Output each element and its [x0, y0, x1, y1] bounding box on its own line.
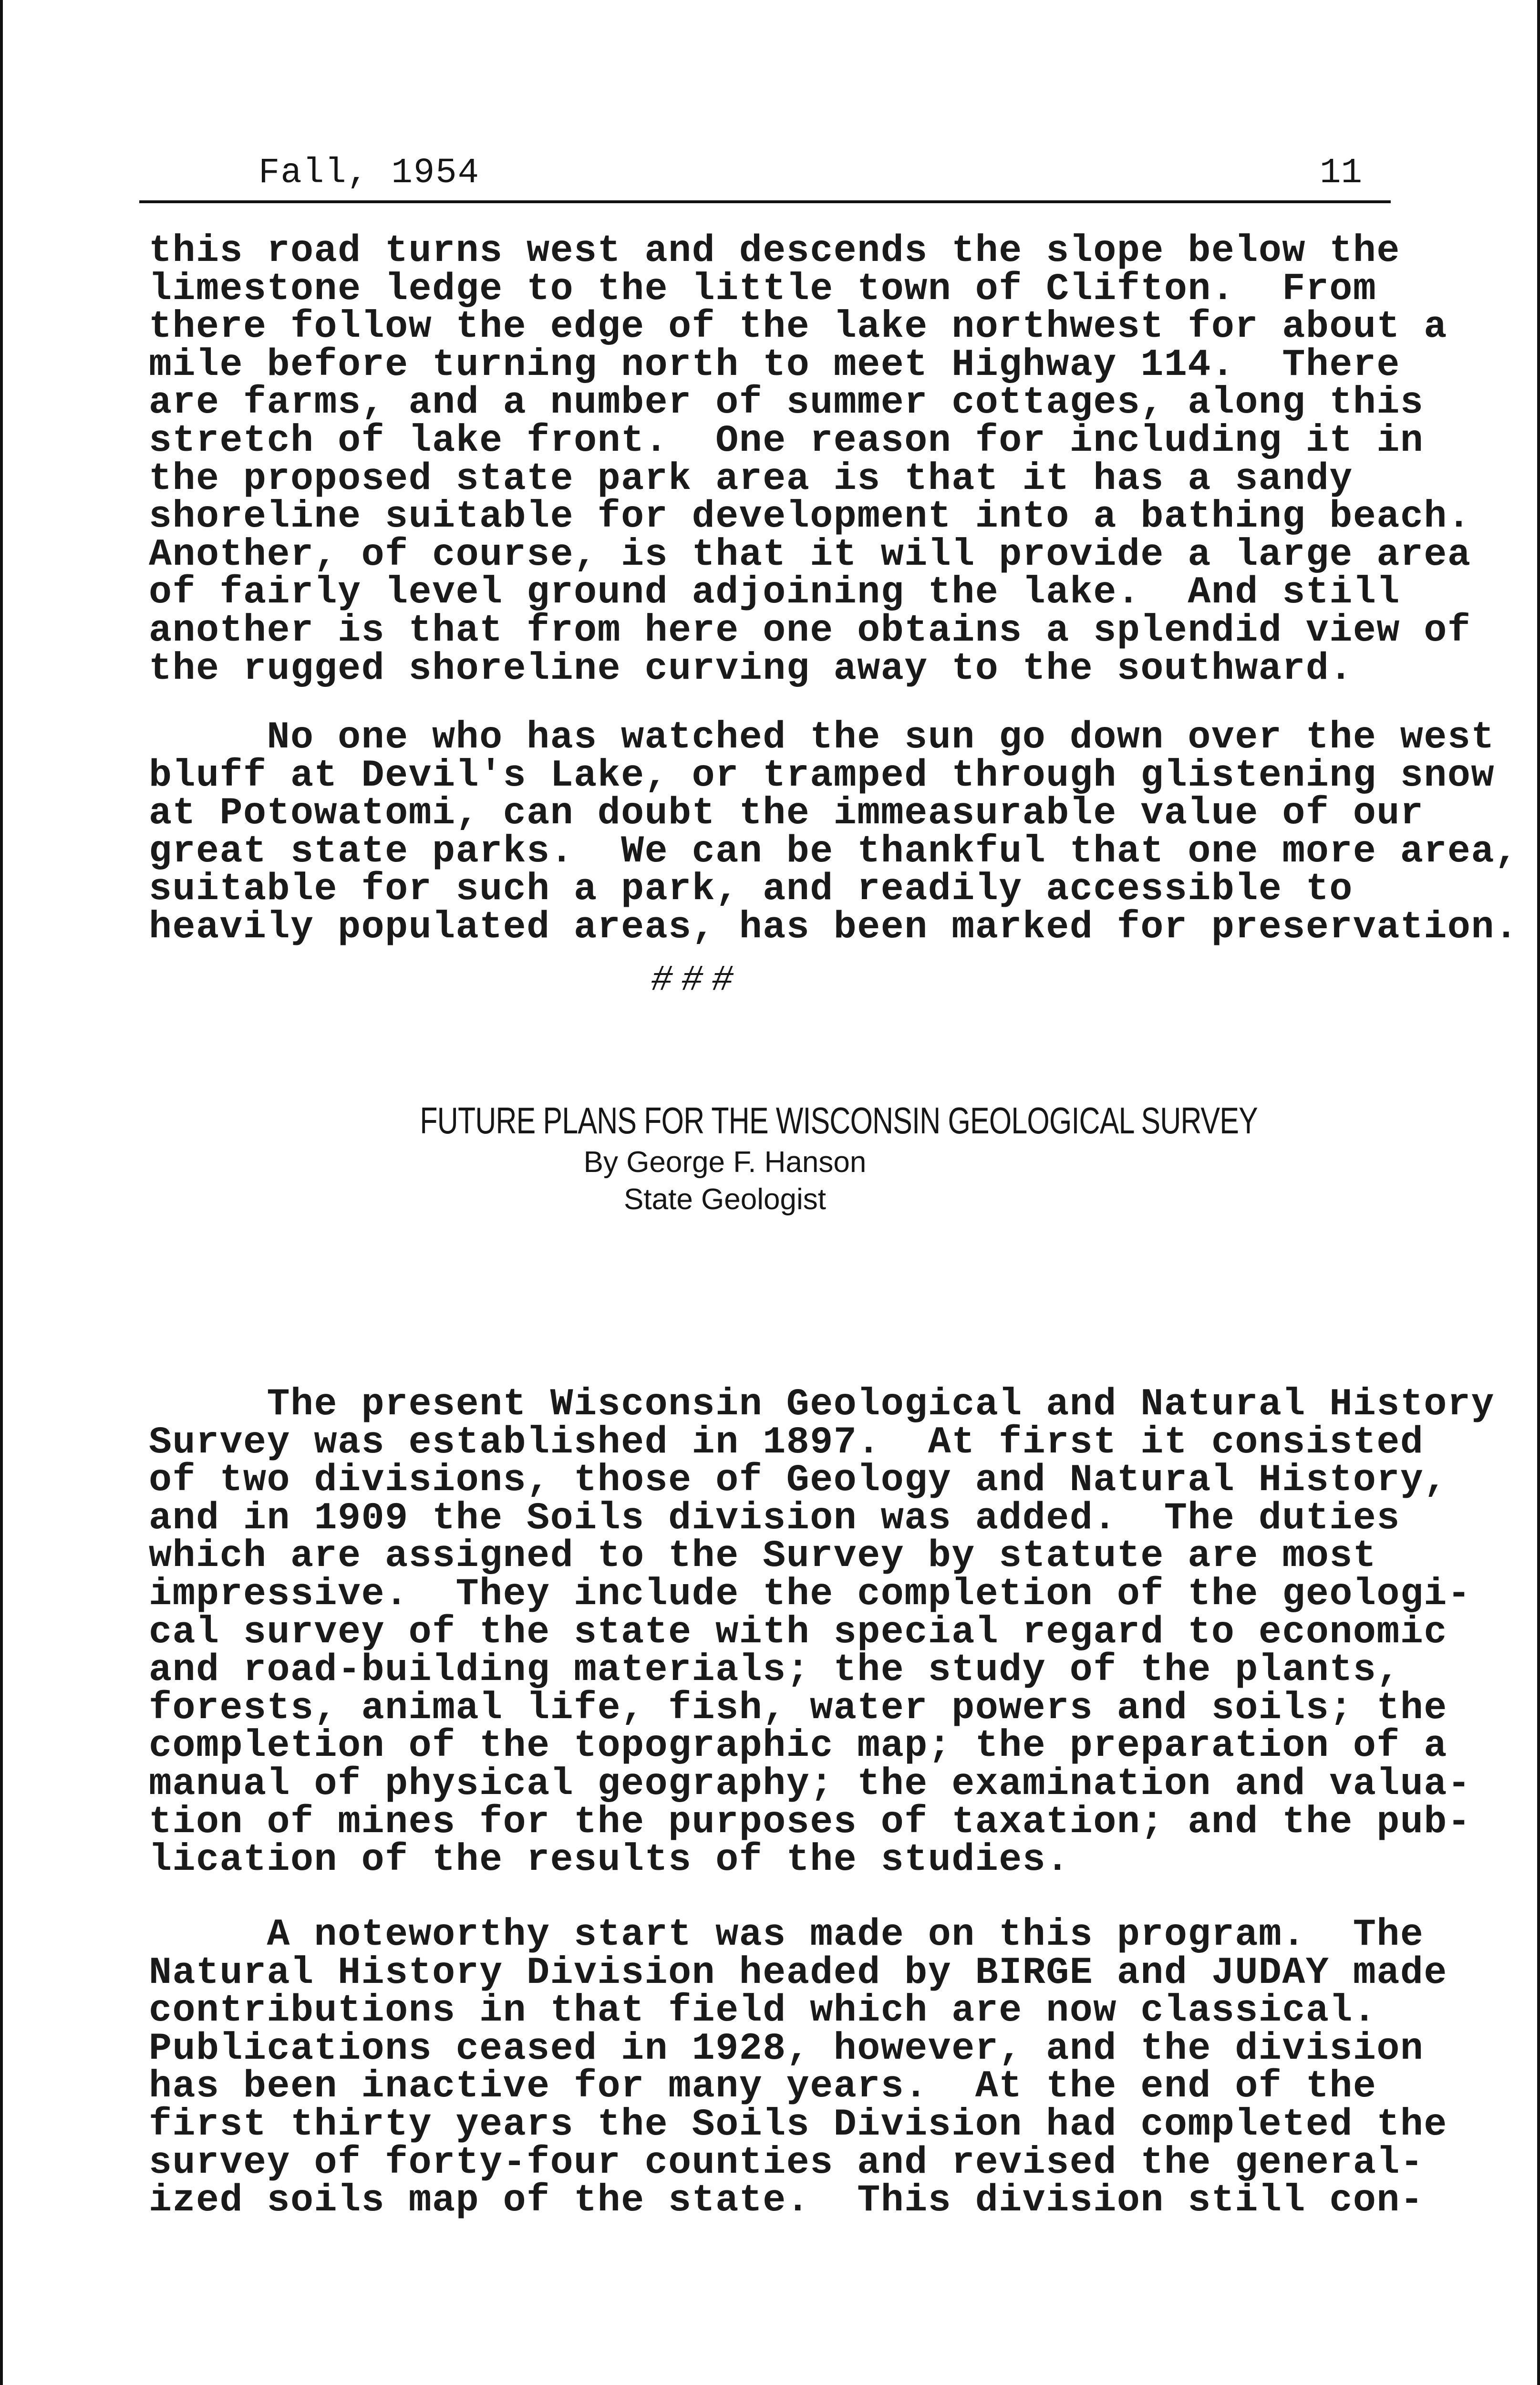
article-paragraph-1: The present Wisconsin Geological and Natural History Survey was established in 1897. At first it consisted of two divisions, those of Geology and Natural History, and in 1909 the Soils division was added. The duties which are assigned to the Survey by statute are most impressive. They include the completion of the geologi- cal survey of the state with special regard to economic and road-building materials; the study of the plants, forests, animal life, fish, water powers and soils; the completion of the topographic map; the preparation of a manual of physical geography; the examination and valua- tion of mines for the purposes of taxation; and the pub- lication of the results of the studies.: [149, 1383, 1495, 1882]
end-of-article-mark: ###: [651, 960, 742, 1001]
article-byline: By George F. Hanson: [583, 1146, 867, 1179]
page-number: 11: [1320, 153, 1362, 193]
article-heading: [334, 1097, 1258, 1218]
article-title: FUTURE PLANS FOR THE WISCONSIN GEOLOGICAL SURVEY: [420, 1099, 1258, 1141]
continued-paragraph-1: this road turns west and descends the slope below the limestone ledge to the little town of Clifton. From there follow the edge of the lake northwest for about a mile before turning north to meet Highway 114. There are farms, and a number of summer cottages, along this stretch of lake front. One reason for including it in the proposed state park area is that it has a sandy shoreline suitable for development into a bathing beach. Another, of course, is that it will provide a large area of fairly level ground adjoining the lake. And still another is that from here one obtains a splendid view of the rugged shoreline curving away to the southward.: [149, 229, 1471, 691]
author-role: State Geologist: [624, 1183, 826, 1216]
article-paragraph-2: A noteworthy start was made on this program. The Natural History Division headed by BIRGE and JUDAY made contributions in that field which are now classical. Publications ceased in 1928, however, and the division has been inactive for many years. At the end of the first thirty years the Soils Division had completed the survey of forty-four counties and revised the general- ized soils map of the state. This division still con-: [149, 1913, 1447, 2223]
running-header: [139, 153, 1391, 203]
continued-paragraph-2: No one who has watched the sun go down over the west bluff at Devil's Lake, or tramped through glistening snow at Potowatomi, can doubt the immeasurable value of our great state parks. We can be thankful that one more area, suitable for such a park, and readily accessible to heavily populated areas, has been marked for preservation.: [149, 716, 1519, 949]
issue-date: Fall, 1954: [258, 153, 480, 193]
